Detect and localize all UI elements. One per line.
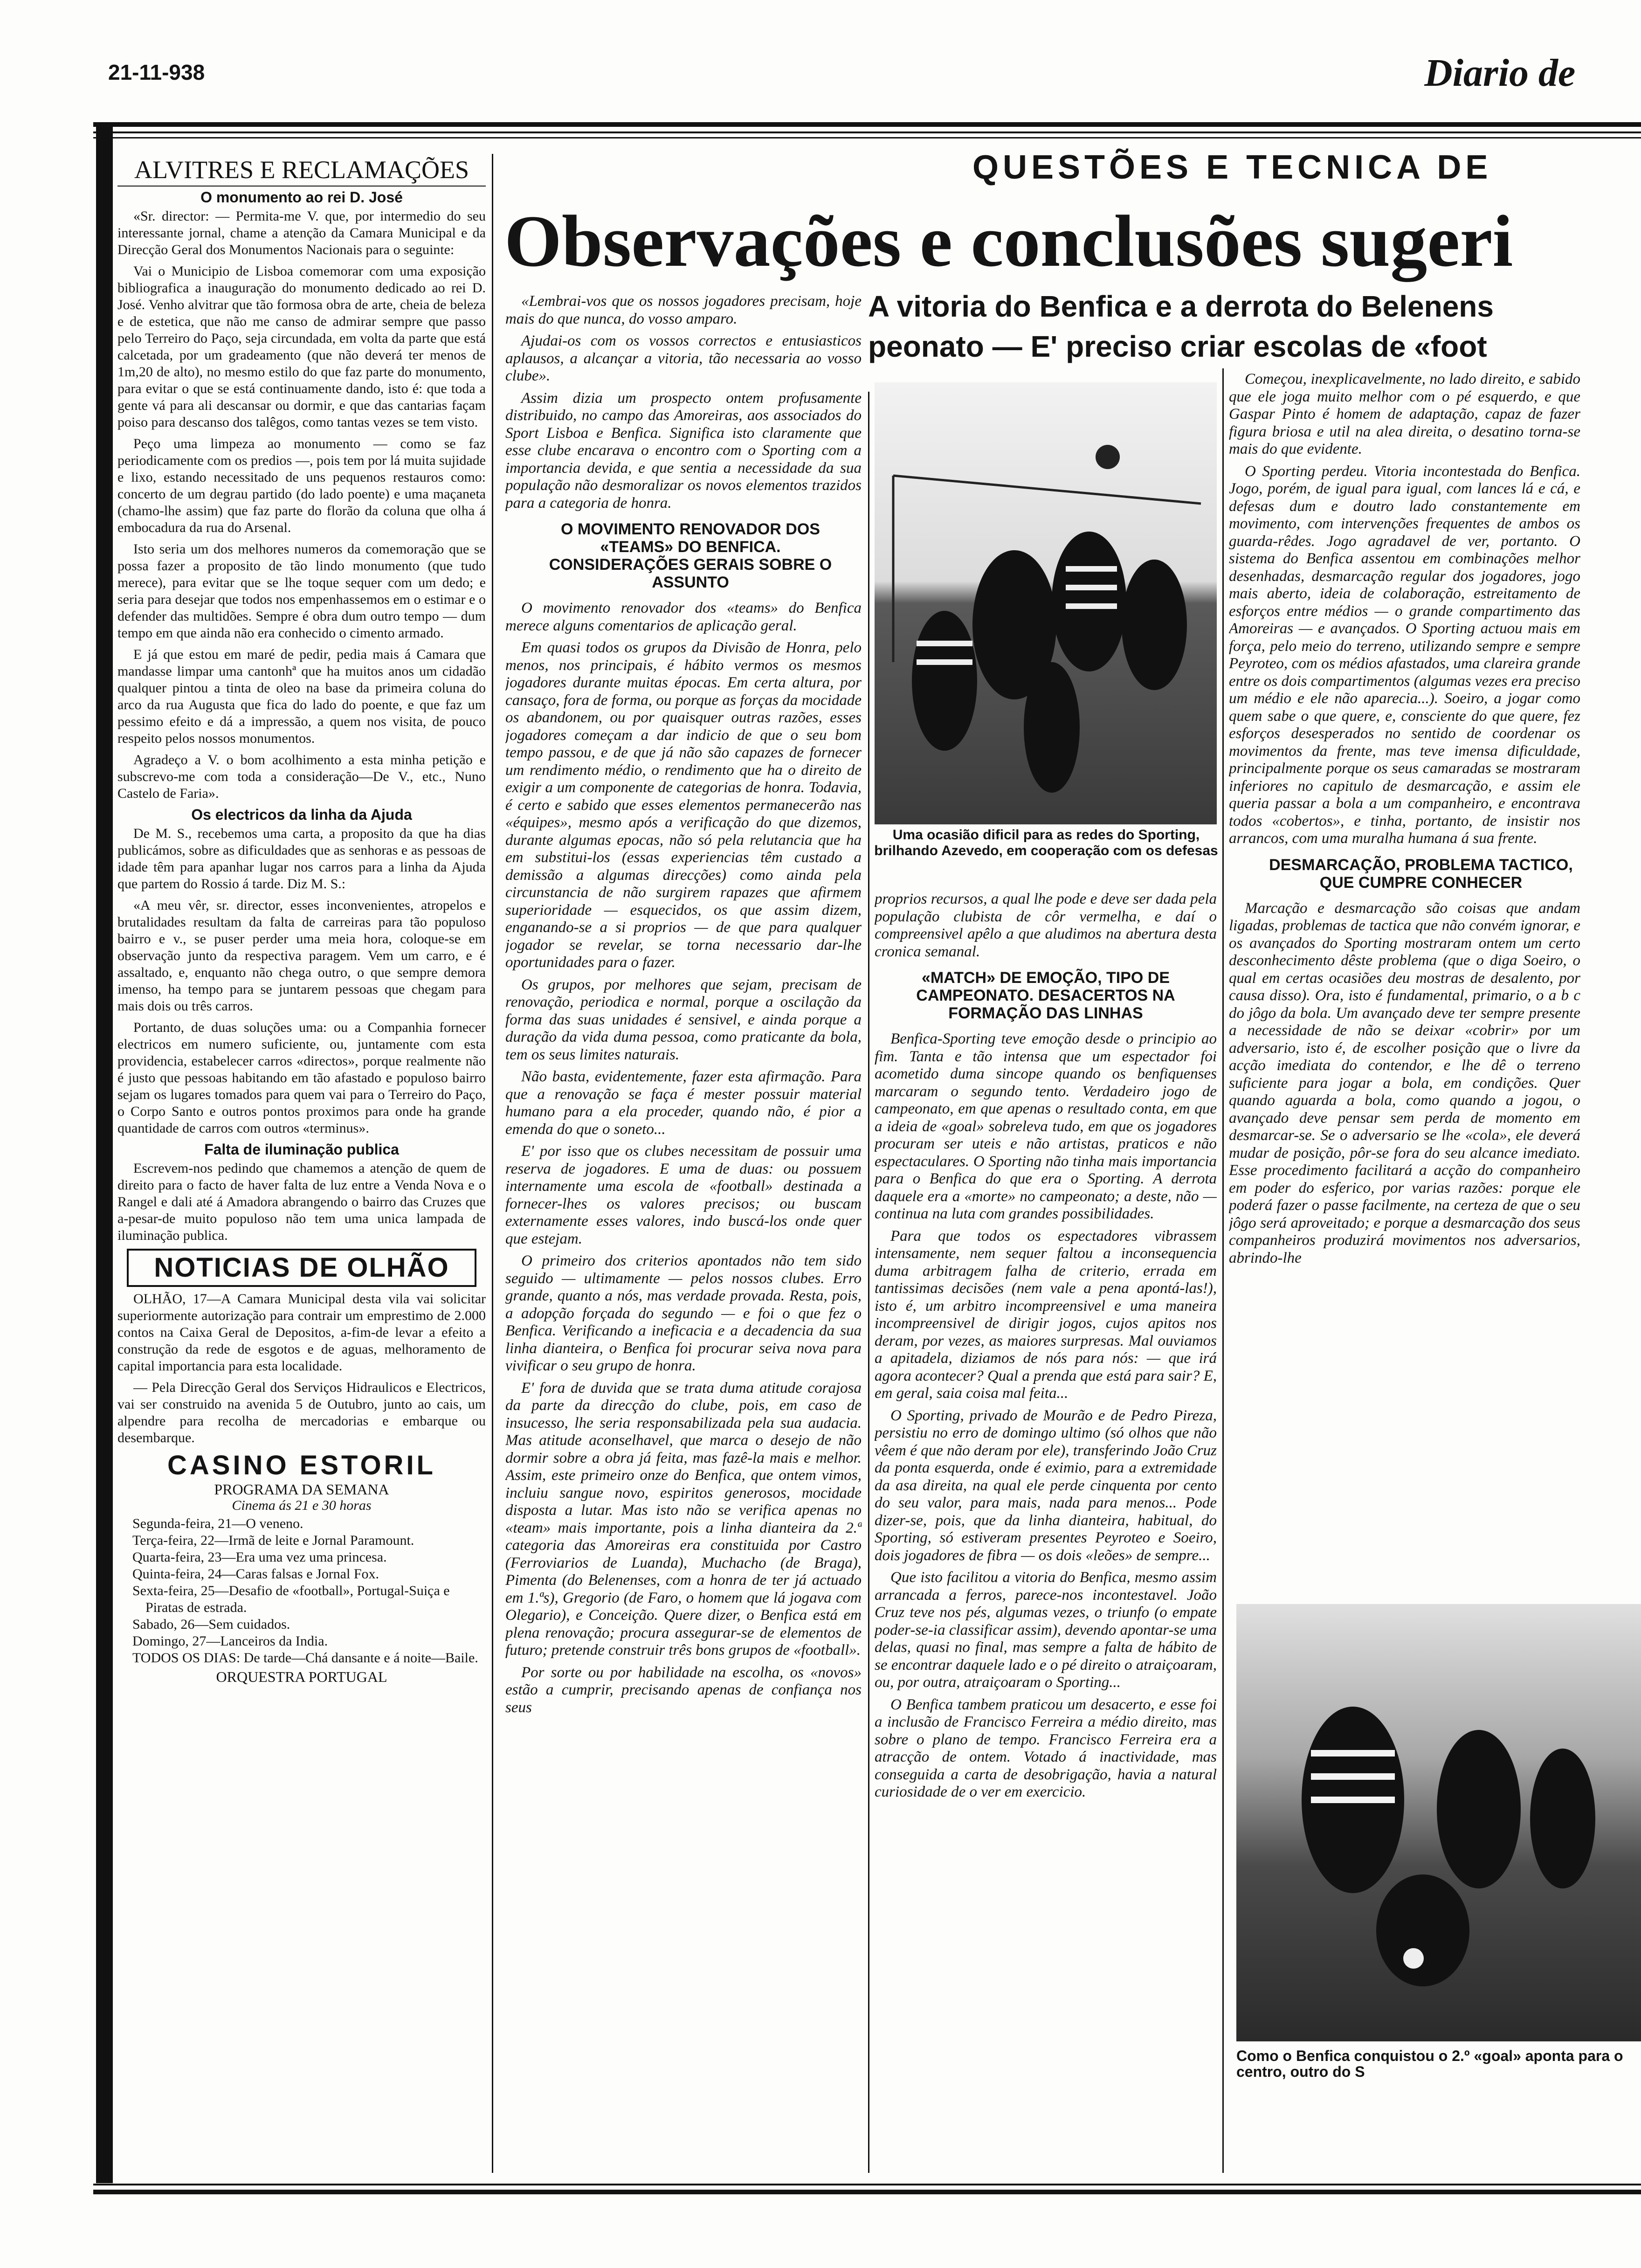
paragraph: «Lembrai-vos que os nossos jogadores precisam, hoje mais do que nunca, do vosso amparo. — [505, 293, 862, 327]
bottom-rule-thick — [93, 2190, 1641, 2194]
olhao-paras — [117, 1291, 486, 1446]
paragraph: E' por isso que os clubes necessitam de possuir uma reserva de jogadores. E uma de duas: ou possuem internamente uma escola de «football» destinada a fornecer-lhes os valores precisos; ou buscam externamente esses valores, indo buscá-los onde quer que estejam. — [505, 1143, 862, 1247]
photo-sporting-caption: Uma ocasião dificil para as redes do Sporting, brilhando Azevedo, em cooperação com os defesas — [874, 827, 1218, 858]
programme-line: Sexta-feira, 25—Desafio de «football», Portugal-Suiça e Piratas de estrada. — [132, 1583, 450, 1615]
left-border-bar — [96, 122, 113, 2183]
top-rule-thin — [93, 131, 1641, 133]
article-intro-d — [1229, 371, 1580, 848]
item-title-electricos: Os electricos da linha da Ajuda — [191, 806, 412, 823]
article-column-b — [505, 293, 862, 2177]
paragraph: Peço uma limpeza ao monumento — como se faz periodicamente com os predios —, pois tem por lá muita sujidade e lixo, estando necessitado de uns pequenos restauros como: concerto de um degrau partido (do lado poente) e uma maçaneta (chamo-lhe assim) que faz parte do florão da coluna que olha á embocadura da rua do Arsenal. — [117, 436, 486, 535]
olhao-title: NOTICIAS DE OLHÃO — [127, 1249, 476, 1287]
paragraph: Para que todos os espectadores vibrassem intensamente, nem sequer faltou a inconsequencia duma arbitragem falha de criterio, errada em tantissimas decisões (nem vale a pena apontá-las!), isto é, um arbitro incompreensivel e uma maneira incompreensivel de dirigir jogos, cujos apitos nos deram, por vezes, as maiores surpresas. Mal ouviamos a apitadela, diziamos de nós para nós: — que irá agora acontecer? Qual a prenda que está para sair? E, em geral, saia coisa mal feita... — [875, 1227, 1217, 1402]
paragraph: Ajudai-os com os vossos correctos e entusiasticos aplausos, a alcançar a vitoria, tão necessaria ao vosso clube». — [505, 332, 862, 384]
casino-footer: ORQUESTRA PORTUGAL — [216, 1668, 387, 1685]
programme-line: Sabado, 26—Sem cuidados. — [132, 1617, 290, 1632]
paragraph: E' fora de duvida que se trata duma atitude corajosa da parte da direcção do clube, pois, em caso de insucesso, lhe seria responsabilizada pela sua audacia. Mas atitude aconselhavel, que marca o desejo de não dormir sobre a obra já feita, mas fazê-la mais e melhor. Assim, este primeiro onze do Benfica, que ontem vimos, incluiu sangue novo, espiritos generosos, mocidade disposta a lutar. Mas isto não se verifica apenas no «team» mais importante, pois a linha dianteira da 2.ª categoria das Amoreiras era constituida por Castro (Ferroviarios de Luanda), Muchacho (de Braga), Pimenta (do Belenenses, com a honra de ter já actuado em 1.ªs), Gregorio (de Faro, o homem que lá jogava com Olegario), e Conceição. Quere dizer, o Benfica está em plena renovação; procura assegurar-se de elementos de futuro; pretende construir três bons grupos de «football». — [505, 1379, 862, 1659]
main-headline: Observações e conclusões sugeri — [504, 201, 1513, 282]
programme-line: Domingo, 27—Lanceiros da India. — [132, 1633, 328, 1649]
top-rule-thin-2 — [93, 137, 1641, 138]
paragraph: O movimento renovador dos «teams» do Benfica merece alguns comentarios de aplicação geral. — [505, 600, 862, 634]
paragraph: Os grupos, por melhores que sejam, precisam de renovação, periodica e normal, porque a oscilação da forma das suas unidades é sensivel, e ainda porque a duração da vida duma pessoa, como praticante da bola, tem os seus limites naturais. — [505, 976, 862, 1063]
masthead: Diario de — [1424, 51, 1576, 95]
paragraph: O Sporting, privado de Mourão e de Pedro Pireza, persistiu no erro de domingo ultimo (só olhos que não vêem é que não deram por ele), transferindo João Cruz da ponta esquerda, onde é eximio, para a extremidade da asa direita, na qual ele perde cinquenta por cento do seu valor, para mais, nada para menos... Pode dizer-se, pois, que da linha dianteira, habitual, do Sporting, só estiveram presentes Peyroteo e Soeiro, dois jogadores de fibra — os dois «leões» de sempre... — [875, 1407, 1217, 1564]
casino-programme — [117, 1515, 486, 1666]
paragraph: Por sorte ou por habilidade na escolha, os «novos» estão a cumprir, precisando apenas de confiança nos seus — [505, 1664, 862, 1716]
paragraph: Em quasi todos os grupos da Divisão de Honra, pelo menos, nos principais, é hábito vermos os mesmos jogadores durante muitas épocas. Em certa altura, por cansaço, fora de forma, ou porque as forças da mocidade os abandonem, ou por quaisquer outras razões, esses jogadores começam a dar indicio de que o seu bom tempo passou, e de que já não são capazes de fornecer um rendimento médio, o rendimento que ha o direito de exigir a um componente de categorias de honra. Todavia, é certo e sabido que esses elementos permanecerão nas «équipes», mesmo após a verificação do que dizemos, durante algumas epocas, não só pela relutancia que ha em substitui-los (essas experiencias têm custado a demissão a algumas direcções) como ainda pela circunstancia de não surgirem rapazes que afirmem superioridade — esquecidos, os que assim dizem, enganando-se a si proprios — de que para qualquer jogador se revelar, se torna necessario dar-lhe oportunidades para o fazer. — [505, 639, 862, 971]
subheadline-1: A vitoria do Benfica e a derrota do Belenens — [868, 290, 1494, 323]
article-column-d — [1229, 371, 1580, 1602]
bottom-rule-thin — [93, 2184, 1641, 2185]
section-kicker: QUESTÕES E TECNICA DE — [972, 149, 1492, 186]
col-sep-2 — [868, 392, 869, 2173]
item-paras-monumento — [117, 208, 486, 802]
casino-title: CASINO ESTORIL — [167, 1450, 436, 1480]
item-title-monumento: O monumento ao rei D. José — [200, 189, 403, 206]
paragraph: Começou, inexplicavelmente, no lado direito, e sabido que ele joga muito melhor com o pé esquerdo, e que Gaspar Pinto é homem de adaptação, capaz de fazer figura briosa e util na alea direita, o desatino torna-se mais do que evidente. — [1229, 371, 1580, 457]
casino-subtitle: PROGRAMA DA SEMANA — [214, 1481, 389, 1498]
paragraph: E já que estou em maré de pedir, pedia mais á Camara que mandasse limpar uma cantonhª que ha muitos anos um cidadão qualquer pintou a tinta de oleo na base da primeira coluna do arco da rua Augusta que fica do lado do poente, e que faz um pessimo efeito e dá a impressão, a quem nos visita, de pouco respeito pelos nossos monumentos. — [117, 647, 486, 746]
item-title-iluminacao: Falta de iluminação publica — [204, 1141, 399, 1158]
programme-line: TODOS OS DIAS: De tarde—Chá dansante e á noite—Baile. — [132, 1650, 478, 1666]
article-paras-c — [875, 1030, 1217, 1801]
photo-benfica-goal — [1236, 1604, 1641, 2041]
paragraph: Isto seria um dos melhores numeros da comemoração que se possa fazer a proposito de tão lindo monumento (que tudo merece), para evitar que se lhe toque sequer com um dedo; e seria para desejar que todos nos empenhassemos em o estimar e o defender das multidões. Sempre é obra dum outro tempo — dum tempo em que ainda não era conhecido o cimento armado. — [117, 541, 486, 641]
paragraph: «Sr. director: — Permita-me V. que, por intermedio do seu interessante jornal, chame a atenção da Camara Municipal e da Direcção Geral dos Monumentos Nacionais para o seguinte: — [117, 208, 486, 257]
paragraph: Vai o Municipio de Lisboa comemorar com uma exposição bibliografica a inauguração do monumento dedicado ao rei D. José. Venho alvitrar que tão formosa obra de arte, cheia de beleza e de estetica, que não me canso de admirar sempre que passo pelo Terreiro do Paço, seja circundada, em volta da parte que está calcetada, por um gradeamento (que não deverá ter menos de 1m,20 de alto), no mesmo estilo do que faz parte do monumento, para evitar o que se está continuamente dando, isto é: que toda a gente vá para ali descansar ou dormir, e que das cantarias façam poiso para descanso dos talêgos, como tantas vezes se tem visto. — [117, 263, 486, 430]
paragraph: OLHÃO, 17—A Camara Municipal desta vila vai solicitar superiormente autorização para contrair um emprestimo de 2.000 contos na Caixa Geral de Depositos, a-fim-de levar a efeito a construção da rede de esgotos e de aguas, melhoramento de capital importancia para esta localidade. — [117, 1291, 486, 1374]
photo-benfica-caption: Como o Benfica conquistou o 2.º «goal» aponta para o centro, outro do S — [1236, 2047, 1623, 2080]
heading-movimento-renovador: O MOVIMENTO RENOVADOR DOS «TEAMS» DO BENFICA. CONSIDERAÇÕES GERAIS SOBRE O ASSUNTO — [549, 520, 832, 591]
article-intro — [505, 293, 862, 512]
page-date: 21-11-938 — [108, 60, 205, 84]
article-column-c — [875, 891, 1217, 2178]
heading-desmarcacao: DESMARCAÇÃO, PROBLEMA TACTICO, QUE CUMPRE CONHECER — [1269, 856, 1573, 892]
paragraph: Assim dizia um prospecto ontem profusamente distribuido, no campo das Amoreiras, aos associados do Sport Lisboa e Benfica. Significa isto claramente que esse clube encarava o encontro com o Sporting com a importancia devida, e que sentia a necessidade da sua população não desmoralizar os novos elementos trazidos para a categoria de honra. — [505, 389, 862, 512]
paragraph: Que isto facilitou a vitoria do Benfica, mesmo assim arrancada a ferros, parece-nos incontestavel. João Cruz teve nos pés, algumas vezes, o triunfo (o empate poder-se-ia classificar assim), devendo apontar-se uma delas, quasi no final, mas sempre a falta de hábito de se encontrar daquele lado e o pé direito o atraiçoaram, ou, por outra, atraiçoaram o Sporting... — [875, 1569, 1217, 1691]
subheadline-2: peonato — E' preciso criar escolas de «foot — [868, 330, 1487, 363]
photo-sporting-goal — [875, 382, 1217, 824]
heading-match-emocao: «MATCH» DE EMOÇÃO, TIPO DE CAMPEONATO. DESACERTOS NA FORMAÇÃO DAS LINHAS — [916, 969, 1175, 1022]
paragraph: Marcação e desmarcação são coisas que andam ligadas, problemas de tactica que não convém ignorar, e os avançados do Sporting mostraram ontem um certo desconhecimento dêste problema (que o diga Soeiro, o qual em certas ocasiões deu mostras de desalento, por causa disso). Ora, isto é fundamental, primario, o a b c do jôgo da bola. Um avançado deve ter sempre presente a necessidade de não se deixar «cobrir» por um adversario, isto é, de escolher posição que o livre da acção imediata do contendor, e lhe dê o terreno suficiente para jogar a bola, em condições. Quer quando aguarda a bola, como quando a jogou, o avançado deve pensar sem perda de momento em desmarcar-se. Se o adversario se lhe «cola», ele deverá mudar de posição, pôr-se fora do seu alcance imediato. Esse procedimento facilitará a acção do companheiro em poder do esferico, por varias razões: porque ele poderá fazer o passe facilmente, na certeza de que o seu jôgo será aproveitado; e porque a desmarcação dos seus companheiros produzirá movimentos nos adversarios, abrindo-lhe — [1229, 899, 1580, 1266]
programme-line: Quarta-feira, 23—Era uma vez uma princesa. — [132, 1549, 387, 1565]
paragraph: — Pela Direcção Geral dos Serviços Hidraulicos e Electricos, vai ser construido na avenida 5 de Outubro, junto ao cais, um alpendre para recolha de mercadorias e embarque ou desembarque. — [117, 1380, 486, 1445]
item-paras-iluminacao — [117, 1160, 486, 1244]
programme-line: Terça-feira, 22—Irmã de leite e Jornal Paramount. — [132, 1533, 414, 1548]
continued-para: proprios recursos, a qual lhe pode e deve ser dada pela população clubista de côr vermelha, e daí o compreensivel apêlo a que aludimos na abertura desta cronica semanal. — [875, 891, 1217, 960]
col-sep-1 — [492, 154, 493, 2173]
paragraph: Agradeço a V. o bom acolhimento a esta minha petição e subscrevo-me com toda a consideração—De V., etc., Nuno Castelo de Faria». — [117, 752, 486, 801]
paragraph: Escrevem-nos pedindo que chamemos a atenção de quem de direito para o facto de haver falta de luz entre a Venda Nova e o Rangel e dali até á Amadora abrangendo o bairro das Cruzes que a-pesar-de muito populoso não tem uma unica lampada de iluminação publica. — [117, 1161, 486, 1243]
paragraph: O Sporting perdeu. Vitoria incontestada do Benfica. Jogo, porém, de igual para igual, com lances lá e cá, e defesas dum e doutro lado constantemente em movimento, com intervenções frequentes de ambos os guarda-rêdes. Jogo agradavel de ver, portanto. O sistema do Benfica assentou em combinações melhor desenhadas, desmarcação regular dos jogadores, jogo mais aberto, ideia de colaboração, estreitamento de esforços entre médios — o grande compartimento das Amoreiras — e avançados. O Sporting actuou mais em força, pelo meio do terreno, utilizando sempre e sempre Peyroteo, com os médios afastados, uma clareira grande entre os dois compartimentos (algumas vezes era preciso um médio e ele não aparecia...). Soeiro, a jogar como quem sabe o que quere, e, consciente do que quere, fez esforços desesperados no sentido de coordenar os movimentos da frente, mas teve imensa dificuldade, principalmente porque os seus camaradas se mostraram inferiores no capitulo de desmarcação, e assim ele queria passar a bola a um companheiro, e encontrava todos «cobertos», e tinha, portanto, de insistir nos arrancos, com uma muralha humana á sua frente. — [1229, 463, 1580, 847]
paragraph: «A meu vêr, sr. director, esses inconvenientes, atropelos e brutalidades resultam da falta de carreiras para tão populoso bairro e v., se puser perder uma meia hora, coloque-se em observação junto da respectiva paragem. Vem um carro, e é assaltado, e, enquanto não chega outro, o que sempre demora imenso, ha tempo para se juntarem pessoas que chegam para mais dois ou três carros. — [117, 898, 486, 1014]
paragraph: O primeiro dos criterios apontados não tem sido seguido — ultimamente — pelos nossos clubes. Erro grande, quanto a nós, mas verdade provada. Resta, pois, a adopção forçada do segundo — e foi o que fez o Benfica. Verificando a ineficacia e a decadencia da sua linha dianteira, o Benfica foi procurar seiva nova para vivificar o seu grupo de honra. — [505, 1252, 862, 1374]
paragraph: Portanto, de duas soluções uma: ou a Companhia fornecer electricos em numero suficiente, ou, juntamente com esta providencia, estabelecer carros «directos», porque realmente não é justo que pessoas habitando em tão afastado e populoso bairro sejam os lugares tomados para quem vai para o Terreiro do Paço, o Corpo Santo e outros pontos proximos para onde ha grande quantidade de carros com outros «terminus». — [117, 1020, 486, 1136]
article-paras-d — [1229, 900, 1580, 1267]
col-sep-3 — [1222, 368, 1224, 2173]
paragraph: O Benfica tambem praticou um desacerto, e esse foi a inclusão de Francisco Ferreira a médio direito, mas sobre o plano de tempo. Francisco Ferreira era a atracção de ontem. Votado á inactividade, mas conseguida a carta de desobrigação, havia a natural curiosidade de o ver em exercicio. — [875, 1696, 1217, 1800]
paragraph: Benfica-Sporting teve emoção desde o principio ao fim. Tanta e tão intensa que um espectador foi acometido duma sincope quando os benfiquenses marcaram o segundo tento. Verdadeiro jogo de campeonato, em que apenas o resultado conta, em que a ideia de «goal» sobreleva tudo, em que os jogadores procuram ser uteis e não artistas, praticos e não espectaculares. O Sporting não tinha mais importancia para o Benfica do que era o Sporting. A derrota daquele era a «morte» no campeonato; a deste, não — continua na luta com grandes possibilidades. — [875, 1030, 1217, 1222]
item-paras-electricos — [117, 825, 486, 1137]
programme-line: Segunda-feira, 21—O veneno. — [132, 1516, 303, 1531]
left-column — [117, 154, 486, 2182]
casino-hours: Cinema ás 21 e 30 horas — [232, 1498, 372, 1513]
programme-line: Quinta-feira, 24—Caras falsas e Jornal Fox. — [132, 1566, 379, 1582]
article-paras-b — [505, 600, 862, 1716]
top-rule-thick — [93, 122, 1641, 127]
section-title-alvitres: ALVITRES E RECLAMAÇÕES — [117, 156, 486, 187]
paragraph: De M. S., recebemos uma carta, a proposito da que ha dias publicámos, sobre as dificuldades que as senhoras e as pessoas de idade têm para apanhar lugar nos carros para a linha da Ajuda que partem do Rossio á tarde. Diz M. S.: — [117, 826, 486, 892]
paragraph: Não basta, evidentemente, fazer esta afirmação. Para que a renovação se faça é mester possuir material humano para a ela proceder, quando não, é pior a emenda do que o soneto... — [505, 1068, 862, 1138]
